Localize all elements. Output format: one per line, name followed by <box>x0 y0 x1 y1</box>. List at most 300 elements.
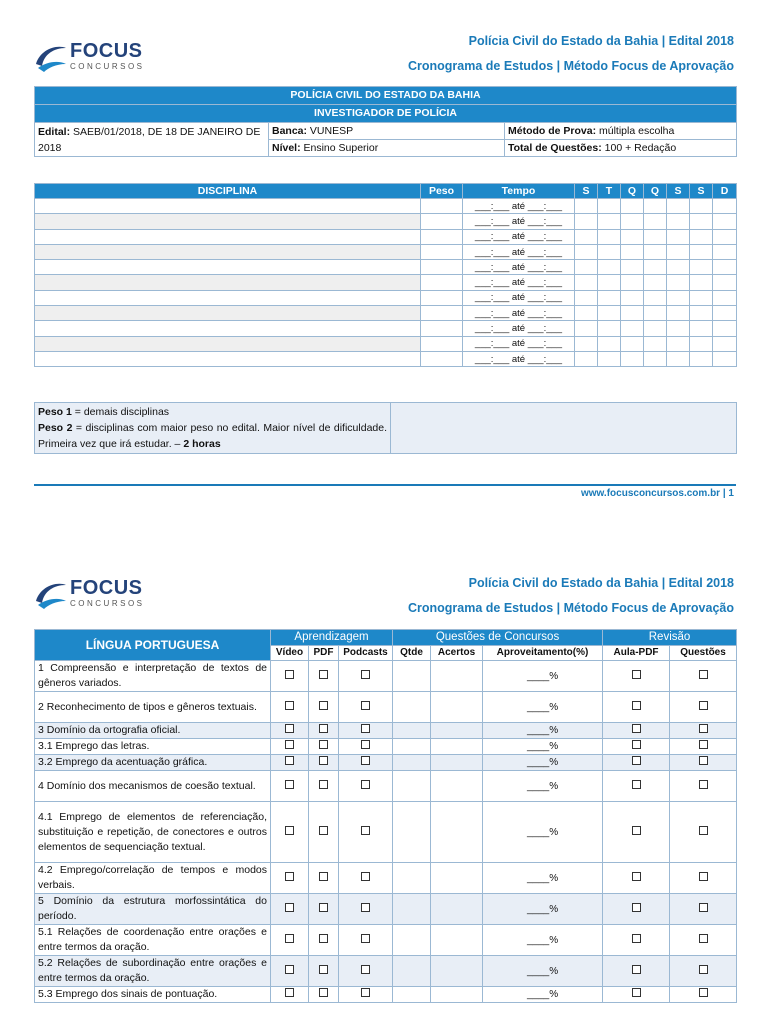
day-cell[interactable] <box>575 321 598 336</box>
qtde-cell[interactable] <box>393 692 431 723</box>
topic-row <box>35 755 737 771</box>
time-cell[interactable]: ___:___ até ___:___ <box>463 229 575 244</box>
qtde-cell[interactable] <box>393 802 431 863</box>
checkbox-cell[interactable] <box>309 755 339 771</box>
day-cell[interactable] <box>598 229 621 244</box>
weight-cell[interactable] <box>421 260 463 275</box>
weight-cell[interactable] <box>421 321 463 336</box>
checkbox-cell[interactable] <box>603 755 670 771</box>
checkbox[interactable] <box>632 701 641 710</box>
day-cell[interactable] <box>667 306 690 321</box>
checkbox-cell[interactable] <box>603 956 670 987</box>
day-cell[interactable] <box>575 214 598 229</box>
schedule-header-5: Q <box>621 184 644 199</box>
checkbox[interactable] <box>319 740 328 749</box>
time-cell[interactable]: ___:___ até ___:___ <box>463 290 575 305</box>
header-line-2: Cronograma de Estudos | Método Focus de Aprovação <box>408 59 734 73</box>
day-cell[interactable] <box>667 199 690 214</box>
qtde-cell[interactable] <box>393 723 431 739</box>
percent-cell[interactable]: ____% <box>483 661 603 692</box>
day-cell[interactable] <box>621 260 644 275</box>
acertos-cell[interactable] <box>431 771 483 802</box>
time-cell[interactable]: ___:___ até ___:___ <box>463 306 575 321</box>
checkbox[interactable] <box>699 988 708 997</box>
day-cell[interactable] <box>575 244 598 259</box>
checkbox[interactable] <box>319 826 328 835</box>
metodo-value: múltipla escolha <box>596 124 675 137</box>
checkbox-cell[interactable] <box>603 802 670 863</box>
checkbox-cell[interactable] <box>271 987 309 1003</box>
qtde-cell[interactable] <box>393 956 431 987</box>
day-cell[interactable] <box>690 199 713 214</box>
day-cell[interactable] <box>713 199 737 214</box>
day-cell[interactable] <box>690 244 713 259</box>
checkbox[interactable] <box>285 965 294 974</box>
checkbox[interactable] <box>632 965 641 974</box>
day-cell[interactable] <box>713 336 737 351</box>
checkbox[interactable] <box>632 724 641 733</box>
day-cell[interactable] <box>644 351 667 366</box>
checkbox[interactable] <box>699 740 708 749</box>
checkbox-cell[interactable] <box>670 739 737 755</box>
checkbox-cell[interactable] <box>670 956 737 987</box>
checkbox[interactable] <box>319 756 328 765</box>
checkbox[interactable] <box>361 780 370 789</box>
day-cell[interactable] <box>690 351 713 366</box>
checkbox[interactable] <box>699 670 708 679</box>
checkbox[interactable] <box>361 701 370 710</box>
day-cell[interactable] <box>667 275 690 290</box>
checkbox[interactable] <box>632 740 641 749</box>
footer-line <box>34 484 736 486</box>
lp-col-1: PDF <box>309 645 339 661</box>
day-cell[interactable] <box>690 229 713 244</box>
acertos-cell[interactable] <box>431 802 483 863</box>
checkbox-cell[interactable] <box>339 894 393 925</box>
topic-label: 1 Compreensão e interpretação de textos de gêneros variados. <box>35 661 271 692</box>
time-cell[interactable]: ___:___ até ___:___ <box>463 336 575 351</box>
percent-cell[interactable]: ____% <box>483 925 603 956</box>
checkbox-cell[interactable] <box>271 925 309 956</box>
checkbox[interactable] <box>699 756 708 765</box>
checkbox[interactable] <box>699 701 708 710</box>
lp-col-7: Questões <box>670 645 737 661</box>
checkbox[interactable] <box>632 780 641 789</box>
checkbox-cell[interactable] <box>670 723 737 739</box>
day-cell[interactable] <box>598 275 621 290</box>
acertos-cell[interactable] <box>431 692 483 723</box>
banca-cell <box>269 123 505 140</box>
notes-cell <box>35 403 391 454</box>
nivel-cell <box>269 140 505 157</box>
day-cell[interactable] <box>713 275 737 290</box>
checkbox-cell[interactable] <box>271 739 309 755</box>
percent-cell[interactable]: ____% <box>483 863 603 894</box>
day-cell[interactable] <box>690 336 713 351</box>
checkbox[interactable] <box>285 826 294 835</box>
page-2 <box>0 512 768 1024</box>
checkbox-cell[interactable] <box>309 894 339 925</box>
qtde-cell[interactable] <box>393 739 431 755</box>
checkbox-cell[interactable] <box>271 956 309 987</box>
day-cell[interactable] <box>667 260 690 275</box>
checkbox[interactable] <box>632 903 641 912</box>
checkbox-cell[interactable] <box>670 925 737 956</box>
checkbox[interactable] <box>699 965 708 974</box>
checkbox-cell[interactable] <box>271 771 309 802</box>
checkbox[interactable] <box>699 826 708 835</box>
checkbox[interactable] <box>285 724 294 733</box>
checkbox-cell[interactable] <box>603 739 670 755</box>
day-cell[interactable] <box>575 336 598 351</box>
percent-cell[interactable]: ____% <box>483 802 603 863</box>
day-cell[interactable] <box>575 229 598 244</box>
day-cell[interactable] <box>667 244 690 259</box>
day-cell[interactable] <box>598 260 621 275</box>
day-cell[interactable] <box>598 336 621 351</box>
day-cell[interactable] <box>690 275 713 290</box>
discipline-cell[interactable] <box>35 306 421 321</box>
checkbox-cell[interactable] <box>271 755 309 771</box>
day-cell[interactable] <box>598 199 621 214</box>
day-cell[interactable] <box>621 214 644 229</box>
day-cell[interactable] <box>598 321 621 336</box>
lp-col-5: Aproveitamento(%) <box>483 645 603 661</box>
day-cell[interactable] <box>690 321 713 336</box>
day-cell[interactable] <box>713 214 737 229</box>
group-revisao: Revisão <box>603 630 737 646</box>
checkbox-cell[interactable] <box>339 802 393 863</box>
checkbox[interactable] <box>285 670 294 679</box>
notes-empty-cell <box>391 403 737 454</box>
checkbox-cell[interactable] <box>309 771 339 802</box>
checkbox-cell[interactable] <box>670 802 737 863</box>
checkbox-cell[interactable] <box>339 739 393 755</box>
checkbox-cell[interactable] <box>339 755 393 771</box>
checkbox[interactable] <box>361 826 370 835</box>
checkbox-cell[interactable] <box>339 661 393 692</box>
day-cell[interactable] <box>713 321 737 336</box>
weight-cell[interactable] <box>421 229 463 244</box>
percent-cell[interactable]: ____% <box>483 755 603 771</box>
day-cell[interactable] <box>598 214 621 229</box>
checkbox-cell[interactable] <box>271 802 309 863</box>
day-cell[interactable] <box>621 336 644 351</box>
checkbox[interactable] <box>319 903 328 912</box>
topic-row <box>35 723 737 739</box>
banca-value: VUNESP <box>307 124 354 137</box>
checkbox[interactable] <box>319 988 328 997</box>
schedule-row <box>35 199 737 214</box>
day-cell[interactable] <box>667 351 690 366</box>
time-cell[interactable]: ___:___ até ___:___ <box>463 260 575 275</box>
topic-label: 4 Domínio dos mecanismos de coesão textual. <box>35 771 271 802</box>
schedule-header-4: T <box>598 184 621 199</box>
schedule-header-8: S <box>690 184 713 199</box>
day-cell[interactable] <box>598 244 621 259</box>
day-cell[interactable] <box>690 290 713 305</box>
percent-cell[interactable]: ____% <box>483 956 603 987</box>
footer-url[interactable]: www.focusconcursos.com.br | 1 <box>580 488 734 499</box>
checkbox-cell[interactable] <box>603 723 670 739</box>
checkbox-cell[interactable] <box>670 755 737 771</box>
day-cell[interactable] <box>644 275 667 290</box>
weight-cell[interactable] <box>421 336 463 351</box>
checkbox[interactable] <box>285 903 294 912</box>
weight-cell[interactable] <box>421 306 463 321</box>
checkbox[interactable] <box>285 934 294 943</box>
checkbox[interactable] <box>361 724 370 733</box>
day-cell[interactable] <box>644 306 667 321</box>
checkbox-cell[interactable] <box>603 925 670 956</box>
day-cell[interactable] <box>575 290 598 305</box>
total-value: 100 + Redação <box>601 141 677 154</box>
weight-cell[interactable] <box>421 214 463 229</box>
checkbox-cell[interactable] <box>670 863 737 894</box>
day-cell[interactable] <box>667 290 690 305</box>
checkbox[interactable] <box>319 780 328 789</box>
checkbox-cell[interactable] <box>309 956 339 987</box>
day-cell[interactable] <box>621 275 644 290</box>
checkbox[interactable] <box>632 670 641 679</box>
checkbox-cell[interactable] <box>309 739 339 755</box>
qtde-cell[interactable] <box>393 771 431 802</box>
topic-row <box>35 925 737 956</box>
checkbox[interactable] <box>285 701 294 710</box>
acertos-cell[interactable] <box>431 739 483 755</box>
day-cell[interactable] <box>621 229 644 244</box>
checkbox[interactable] <box>699 872 708 881</box>
day-cell[interactable] <box>621 244 644 259</box>
qtde-cell[interactable] <box>393 755 431 771</box>
checkbox-cell[interactable] <box>309 863 339 894</box>
time-cell[interactable]: ___:___ até ___:___ <box>463 351 575 366</box>
topic-label: 2 Reconhecimento de tipos e gêneros textuais. <box>35 692 271 723</box>
day-cell[interactable] <box>621 351 644 366</box>
discipline-cell[interactable] <box>35 290 421 305</box>
day-cell[interactable] <box>575 306 598 321</box>
checkbox-cell[interactable] <box>271 894 309 925</box>
day-cell[interactable] <box>713 244 737 259</box>
percent-cell[interactable]: ____% <box>483 987 603 1003</box>
discipline-cell[interactable] <box>35 336 421 351</box>
percent-cell[interactable]: ____% <box>483 739 603 755</box>
checkbox-cell[interactable] <box>271 692 309 723</box>
day-cell[interactable] <box>598 290 621 305</box>
checkbox-cell[interactable] <box>670 894 737 925</box>
day-cell[interactable] <box>713 290 737 305</box>
acertos-cell[interactable] <box>431 723 483 739</box>
acertos-cell[interactable] <box>431 925 483 956</box>
checkbox-cell[interactable] <box>339 723 393 739</box>
checkbox[interactable] <box>361 903 370 912</box>
day-cell[interactable] <box>621 306 644 321</box>
qtde-cell[interactable] <box>393 925 431 956</box>
acertos-cell[interactable] <box>431 987 483 1003</box>
day-cell[interactable] <box>667 321 690 336</box>
weight-cell[interactable] <box>421 199 463 214</box>
percent-cell[interactable]: ____% <box>483 894 603 925</box>
day-cell[interactable] <box>575 199 598 214</box>
day-cell[interactable] <box>644 244 667 259</box>
day-cell[interactable] <box>644 229 667 244</box>
percent-cell[interactable]: ____% <box>483 771 603 802</box>
checkbox[interactable] <box>361 988 370 997</box>
checkbox-cell[interactable] <box>603 692 670 723</box>
checkbox-cell[interactable] <box>309 692 339 723</box>
checkbox[interactable] <box>319 724 328 733</box>
checkbox[interactable] <box>632 756 641 765</box>
day-cell[interactable] <box>713 260 737 275</box>
discipline-cell[interactable] <box>35 351 421 366</box>
day-cell[interactable] <box>690 306 713 321</box>
checkbox[interactable] <box>699 724 708 733</box>
day-cell[interactable] <box>575 260 598 275</box>
day-cell[interactable] <box>644 260 667 275</box>
topic-row <box>35 956 737 987</box>
checkbox[interactable] <box>319 934 328 943</box>
portuguese-table <box>34 629 737 1003</box>
checkbox-cell[interactable] <box>309 925 339 956</box>
checkbox[interactable] <box>361 872 370 881</box>
checkbox[interactable] <box>361 670 370 679</box>
weight-cell[interactable] <box>421 275 463 290</box>
discipline-cell[interactable] <box>35 321 421 336</box>
checkbox-cell[interactable] <box>603 894 670 925</box>
day-cell[interactable] <box>575 351 598 366</box>
topic-label: 5.3 Emprego dos sinais de pontuação. <box>35 987 271 1003</box>
time-cell[interactable]: ___:___ até ___:___ <box>463 275 575 290</box>
day-cell[interactable] <box>644 214 667 229</box>
checkbox-cell[interactable] <box>339 692 393 723</box>
weight-cell[interactable] <box>421 351 463 366</box>
day-cell[interactable] <box>713 351 737 366</box>
checkbox-cell[interactable] <box>603 987 670 1003</box>
day-cell[interactable] <box>690 260 713 275</box>
acertos-cell[interactable] <box>431 661 483 692</box>
day-cell[interactable] <box>644 321 667 336</box>
checkbox[interactable] <box>361 934 370 943</box>
checkbox[interactable] <box>632 826 641 835</box>
qtde-cell[interactable] <box>393 894 431 925</box>
checkbox-cell[interactable] <box>670 771 737 802</box>
acertos-cell[interactable] <box>431 863 483 894</box>
banca-label: Banca: <box>272 124 308 137</box>
checkbox[interactable] <box>319 965 328 974</box>
schedule-row <box>35 275 737 290</box>
day-cell[interactable] <box>667 229 690 244</box>
checkbox[interactable] <box>699 903 708 912</box>
checkbox[interactable] <box>285 740 294 749</box>
qtde-cell[interactable] <box>393 661 431 692</box>
time-cell[interactable]: ___:___ até ___:___ <box>463 321 575 336</box>
checkbox-cell[interactable] <box>271 863 309 894</box>
checkbox-cell[interactable] <box>670 661 737 692</box>
checkbox-cell[interactable] <box>603 771 670 802</box>
checkbox-cell[interactable] <box>670 692 737 723</box>
checkbox-cell[interactable] <box>309 723 339 739</box>
acertos-cell[interactable] <box>431 755 483 771</box>
acertos-cell[interactable] <box>431 894 483 925</box>
checkbox-cell[interactable] <box>339 863 393 894</box>
checkbox[interactable] <box>319 701 328 710</box>
checkbox-cell[interactable] <box>339 956 393 987</box>
day-cell[interactable] <box>621 199 644 214</box>
checkbox-cell[interactable] <box>309 802 339 863</box>
peso1-label: Peso 1 <box>38 406 72 418</box>
weight-cell[interactable] <box>421 244 463 259</box>
checkbox-cell[interactable] <box>271 723 309 739</box>
checkbox[interactable] <box>285 780 294 789</box>
checkbox[interactable] <box>319 872 328 881</box>
checkbox[interactable] <box>632 872 641 881</box>
day-cell[interactable] <box>644 199 667 214</box>
time-cell[interactable]: ___:___ até ___:___ <box>463 199 575 214</box>
checkbox-cell[interactable] <box>339 925 393 956</box>
day-cell[interactable] <box>690 214 713 229</box>
time-cell[interactable]: ___:___ até ___:___ <box>463 214 575 229</box>
day-cell[interactable] <box>713 229 737 244</box>
discipline-cell[interactable] <box>35 244 421 259</box>
checkbox-cell[interactable] <box>309 987 339 1003</box>
day-cell[interactable] <box>667 214 690 229</box>
checkbox[interactable] <box>699 780 708 789</box>
percent-cell[interactable]: ____% <box>483 692 603 723</box>
discipline-cell[interactable] <box>35 229 421 244</box>
day-cell[interactable] <box>598 306 621 321</box>
schedule-row <box>35 214 737 229</box>
day-cell[interactable] <box>713 306 737 321</box>
checkbox[interactable] <box>285 988 294 997</box>
percent-cell[interactable]: ____% <box>483 723 603 739</box>
day-cell[interactable] <box>575 275 598 290</box>
checkbox[interactable] <box>361 740 370 749</box>
day-cell[interactable] <box>621 321 644 336</box>
checkbox-cell[interactable] <box>309 661 339 692</box>
checkbox-cell[interactable] <box>670 987 737 1003</box>
checkbox-cell[interactable] <box>339 987 393 1003</box>
weight-cell[interactable] <box>421 290 463 305</box>
checkbox-cell[interactable] <box>603 863 670 894</box>
logo-subtitle: CONCURSOS <box>70 599 145 608</box>
discipline-cell[interactable] <box>35 199 421 214</box>
checkbox[interactable] <box>361 965 370 974</box>
day-cell[interactable] <box>644 290 667 305</box>
discipline-cell[interactable] <box>35 260 421 275</box>
time-cell[interactable]: ___:___ até ___:___ <box>463 244 575 259</box>
checkbox-cell[interactable] <box>271 661 309 692</box>
schedule-row <box>35 260 737 275</box>
qtde-cell[interactable] <box>393 863 431 894</box>
day-cell[interactable] <box>667 336 690 351</box>
discipline-cell[interactable] <box>35 214 421 229</box>
checkbox[interactable] <box>699 934 708 943</box>
day-cell[interactable] <box>598 351 621 366</box>
qtde-cell[interactable] <box>393 987 431 1003</box>
checkbox[interactable] <box>285 756 294 765</box>
checkbox[interactable] <box>319 670 328 679</box>
day-cell[interactable] <box>644 336 667 351</box>
checkbox-cell[interactable] <box>603 661 670 692</box>
checkbox[interactable] <box>632 988 641 997</box>
checkbox-cell[interactable] <box>339 771 393 802</box>
checkbox[interactable] <box>285 872 294 881</box>
day-cell[interactable] <box>621 290 644 305</box>
checkbox[interactable] <box>361 756 370 765</box>
acertos-cell[interactable] <box>431 956 483 987</box>
checkbox[interactable] <box>632 934 641 943</box>
discipline-cell[interactable] <box>35 275 421 290</box>
